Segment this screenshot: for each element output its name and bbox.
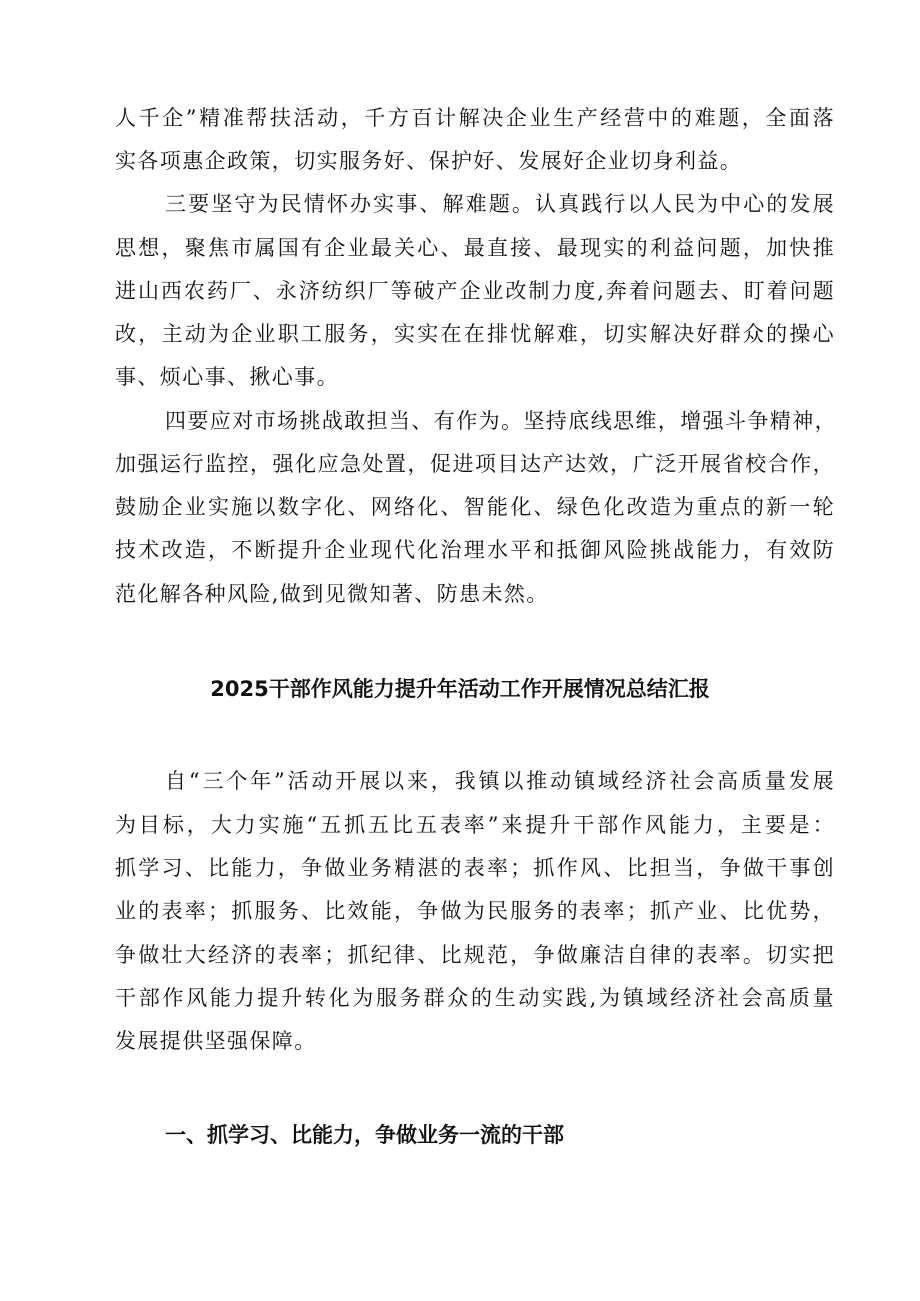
report-title: 2025干部作风能力提升年活动工作开展情况总结汇报 (210, 677, 710, 701)
paragraph-line: 技术改造，不断提升企业现代化治理水平和抵御风险挑战能力，有效防 (115, 538, 835, 562)
paragraph-line: 抓学习、比能力，争做业务精湛的表率；抓作风、比担当，争做干事创 (115, 856, 835, 880)
paragraph-line: 四要应对市场挑战敢担当、有作为。坚持底线思维，增强斗争精神， (165, 409, 837, 433)
paragraph-line: 进山西农药厂、永济纺织厂等破产企业改制力度,奔着问题去、盯着问题 (115, 279, 835, 303)
paragraph-line: 鼓励企业实施以数字化、网络化、智能化、绿色化改造为重点的新一轮 (115, 495, 835, 519)
paragraph-line: 争做壮大经济的表率；抓纪律、比规范，争做廉洁自律的表率。切实把 (115, 943, 835, 967)
paragraph-line: 业的表率；抓服务、比效能，争做为民服务的表率；抓产业、比优势， (115, 899, 835, 923)
paragraph-line: 加强运行监控，强化应急处置，促进项目达产达效，广泛开展省校合作， (115, 452, 835, 476)
paragraph-line: 事、烦心事、揪心事。 (115, 365, 339, 389)
paragraph-line: 人千企”精准帮扶活动，千方百计解决企业生产经营中的难题，全面落 (115, 106, 835, 130)
paragraph-line: 实各项惠企政策，切实服务好、保护好、发展好企业切身利益。 (115, 149, 743, 173)
paragraph-line: 发展提供坚强保障。 (115, 1029, 317, 1053)
paragraph-line: 范化解各种风险,做到见微知著、防患未然。 (115, 582, 549, 606)
paragraph-line: 三要坚守为民情怀办实事、解难题。认真践行以人民为中心的发展 (165, 192, 835, 216)
section-heading: 一、抓学习、比能力，争做业务一流的干部 (165, 1123, 564, 1147)
paragraph-line: 思想，聚焦市属国有企业最关心、最直接、最现实的利益问题，加快推 (115, 236, 835, 260)
paragraph-line: 改，主动为企业职工服务，实实在在排忧解难，切实解决好群众的操心 (115, 322, 835, 346)
paragraph-line: 为目标，大力实施“五抓五比五表率”来提升干部作风能力，主要是： (115, 813, 835, 837)
paragraph-line: 干部作风能力提升转化为服务群众的生动实践,为镇域经济社会高质量 (115, 986, 835, 1010)
paragraph-line: 自“三个年”活动开展以来，我镇以推动镇域经济社会高质量发展 (165, 769, 835, 793)
